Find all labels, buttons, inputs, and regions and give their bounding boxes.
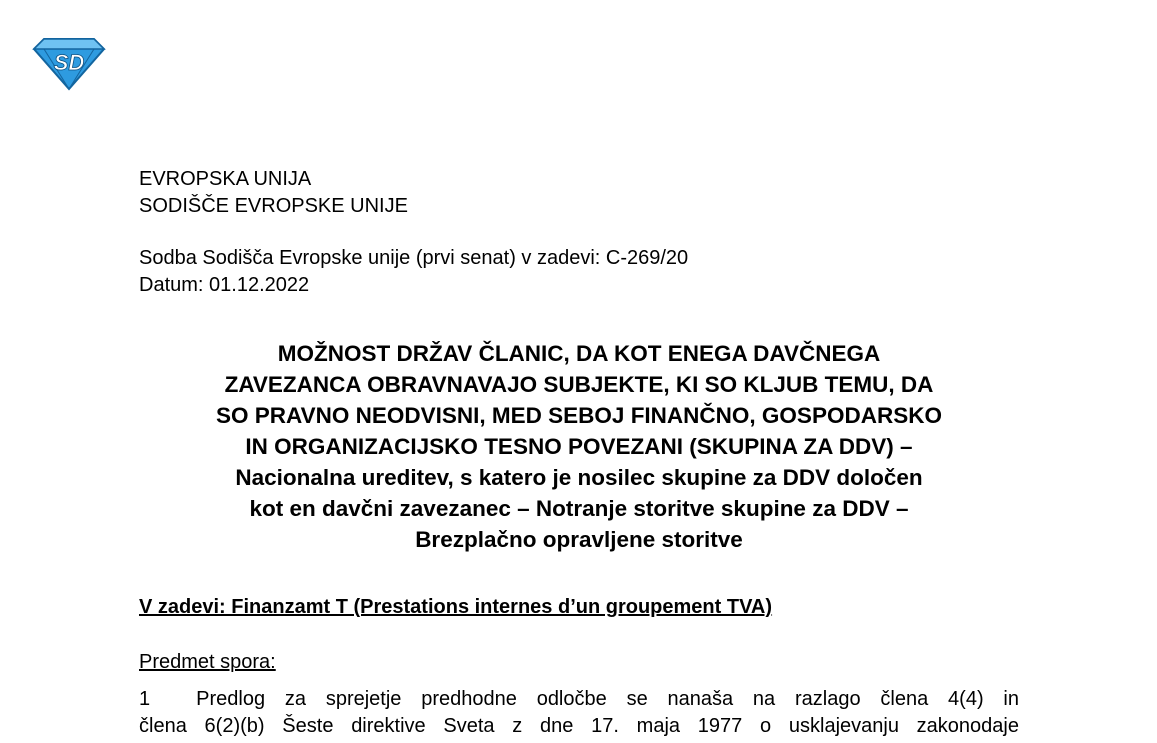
title-line: Nacionalna ureditev, s katero je nosilec skupine za DDV določen (235, 465, 923, 490)
title-line: Brezplačno opravljene storitve (415, 527, 743, 552)
title-line: MOŽNOST DRŽAV ČLANIC, DA KOT ENEGA DAVČNEGA (277, 341, 881, 366)
case-date: Datum: 01.12.2022 (139, 274, 310, 296)
case-reference: Sodba Sodišča Evropske unije (prvi senat) v zadevi: C-269/20 (139, 247, 689, 269)
title-line: IN ORGANIZACIJSKO TESNO POVEZANI (SKUPINA ZA DDV) – (245, 434, 913, 459)
sd-logo-graphic (32, 37, 106, 91)
title-line: SO PRAVNO NEODVISNI, MED SEBOJ FINANČNO, GOSPODARSKO (216, 403, 942, 428)
paragraph-text-line-1: Predlog za sprejetje predhodne odločbe se nanaša na razlago člena 4(4) in (196, 688, 1019, 710)
case-info (139, 245, 688, 299)
paragraph-line (139, 686, 1019, 713)
case-subject: V zadevi: Finanzamt T (Prestations internes d’un groupement TVA) (139, 596, 773, 618)
dispute-label: Predmet spora: (139, 651, 276, 673)
title-line: ZAVEZANCA OBRAVNAVAJO SUBJEKTE, KI SO KLJUB TEMU, DA (224, 372, 934, 397)
title-line: kot en davčni zavezanec – Notranje storitve skupine za DDV – (249, 496, 909, 521)
paragraph-text-line-2: člena 6(2)(b) Šeste direktive Sveta z dne 17. maja 1977 o usklajevanju zakonodaje (139, 715, 1019, 737)
paragraph-1 (139, 686, 1019, 740)
svg-text:SD: SD (53, 50, 85, 75)
paragraph-line (139, 713, 1019, 740)
court-header (139, 166, 408, 220)
sd-logo-icon (32, 37, 106, 91)
document-title (139, 338, 1019, 555)
header-court: SODIŠČE EVROPSKE UNIJE (139, 195, 408, 217)
paragraph-number: 1 (139, 688, 151, 710)
header-union: EVROPSKA UNIJA (139, 168, 312, 190)
